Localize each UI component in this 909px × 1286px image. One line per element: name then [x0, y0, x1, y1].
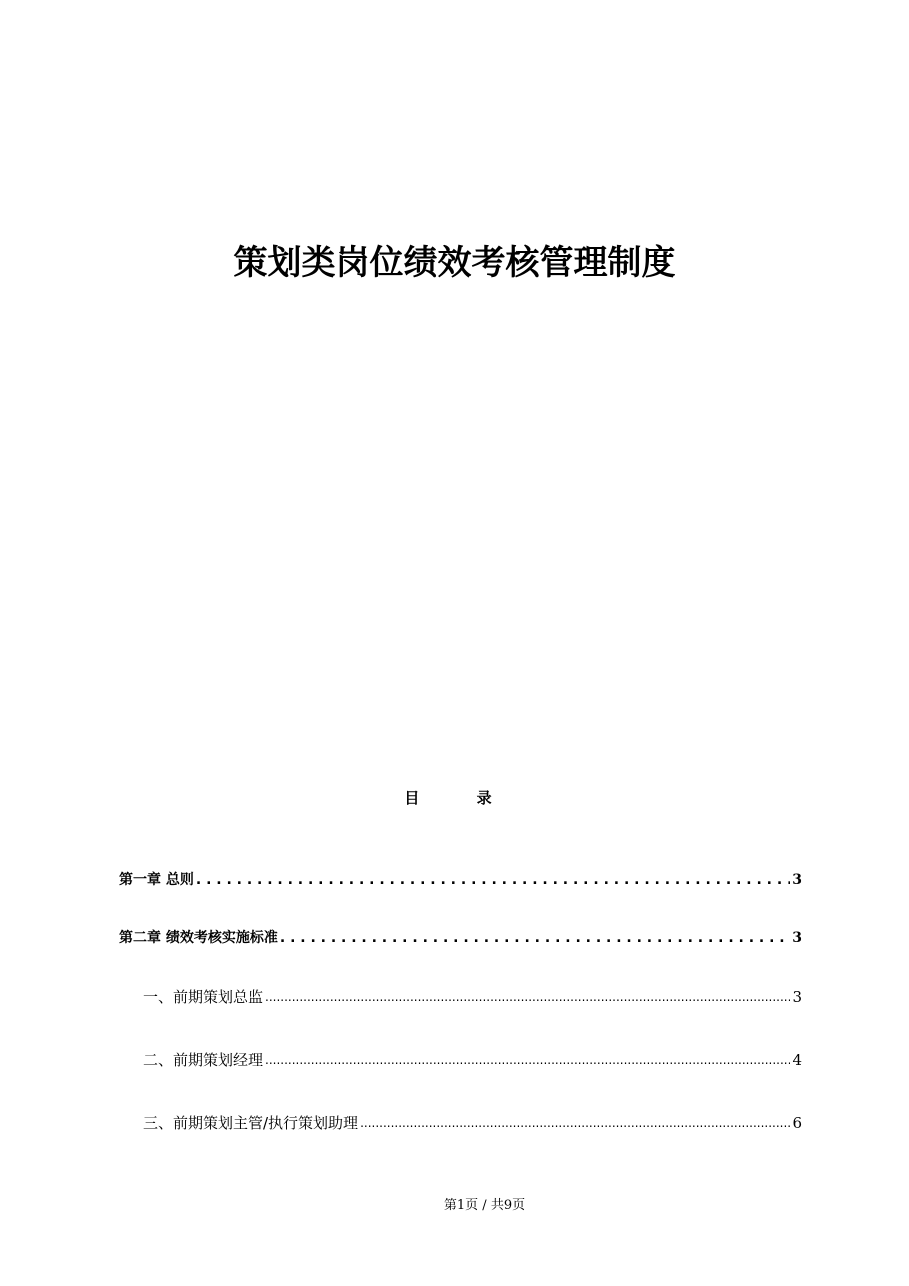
toc-entry-page: 3: [792, 988, 802, 1006]
toc-entry-label: 第一章 总则: [119, 872, 194, 888]
toc-entry-page: 3: [792, 872, 802, 888]
document-title: 策划类岗位绩效考核管理制度: [233, 243, 676, 283]
toc-entry-section-1[interactable]: [143, 987, 802, 1007]
page-footer-number: 第1页 / 共9页: [443, 1198, 526, 1213]
toc-dot-leader: [360, 1113, 790, 1133]
toc-dot-leader: [280, 928, 790, 948]
toc-entry-section-3[interactable]: [143, 1113, 802, 1133]
toc-entry-page: 4: [792, 1051, 802, 1069]
toc-dot-leader: [265, 1050, 790, 1070]
toc-heading: 目 录: [404, 789, 518, 807]
toc-entry-label: 二、前期策划经理: [143, 1051, 264, 1069]
toc-entry-chapter-2[interactable]: [119, 928, 802, 948]
toc-entry-page: 6: [792, 1114, 802, 1132]
toc-entry-section-2[interactable]: [143, 1050, 802, 1070]
toc-dot-leader: [265, 987, 790, 1007]
toc-entry-label: 第二章 绩效考核实施标准: [119, 930, 278, 946]
toc-entry-chapter-1[interactable]: [119, 870, 802, 890]
toc-entry-page: 3: [792, 930, 802, 946]
toc-entry-label: 三、前期策划主管/执行策划助理: [143, 1114, 359, 1132]
toc-dot-leader: [196, 870, 790, 890]
toc-entry-label: 一、前期策划总监: [143, 988, 264, 1006]
